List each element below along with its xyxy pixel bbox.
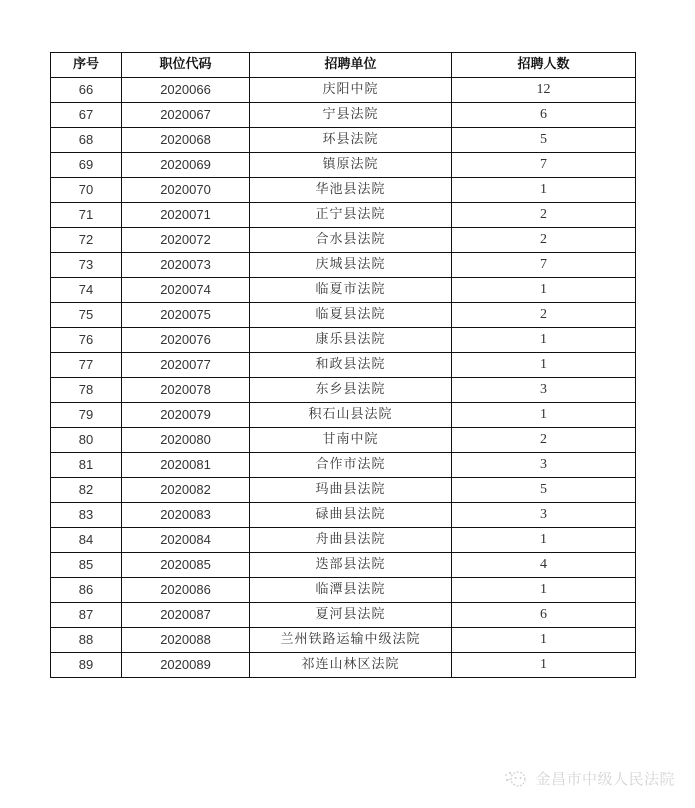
cell-unit: 舟曲县法院 xyxy=(250,528,452,553)
cell-position-code: 2020086 xyxy=(122,578,250,603)
header-unit: 招聘单位 xyxy=(250,53,452,78)
cell-position-code: 2020082 xyxy=(122,478,250,503)
cell-index: 83 xyxy=(51,503,122,528)
header-position-code: 职位代码 xyxy=(122,53,250,78)
table-row xyxy=(51,253,636,278)
table-row xyxy=(51,478,636,503)
cell-unit: 夏河县法院 xyxy=(250,603,452,628)
cell-count: 3 xyxy=(452,503,636,528)
cell-count: 1 xyxy=(452,178,636,203)
header-count: 招聘人数 xyxy=(452,53,636,78)
cell-position-code: 2020077 xyxy=(122,353,250,378)
table-row xyxy=(51,428,636,453)
cell-index: 82 xyxy=(51,478,122,503)
cell-position-code: 2020072 xyxy=(122,228,250,253)
cell-unit: 兰州铁路运输中级法院 xyxy=(250,628,452,653)
cell-position-code: 2020070 xyxy=(122,178,250,203)
cell-index: 69 xyxy=(51,153,122,178)
cell-unit: 镇原法院 xyxy=(250,153,452,178)
cell-position-code: 2020068 xyxy=(122,128,250,153)
cell-unit: 碌曲县法院 xyxy=(250,503,452,528)
cell-count: 4 xyxy=(452,553,636,578)
table-row xyxy=(51,453,636,478)
table-header-row xyxy=(51,53,636,78)
cell-index: 81 xyxy=(51,453,122,478)
cell-unit: 祁连山林区法院 xyxy=(250,653,452,678)
cell-unit: 庆城县法院 xyxy=(250,253,452,278)
cell-position-code: 2020080 xyxy=(122,428,250,453)
header-index: 序号 xyxy=(51,53,122,78)
wechat-official-account-icon xyxy=(503,768,529,788)
cell-unit: 宁县法院 xyxy=(250,103,452,128)
cell-index: 76 xyxy=(51,328,122,353)
cell-count: 2 xyxy=(452,203,636,228)
cell-unit: 康乐县法院 xyxy=(250,328,452,353)
cell-unit: 华池县法院 xyxy=(250,178,452,203)
cell-count: 1 xyxy=(452,653,636,678)
cell-index: 86 xyxy=(51,578,122,603)
cell-index: 88 xyxy=(51,628,122,653)
cell-index: 89 xyxy=(51,653,122,678)
cell-unit: 环县法院 xyxy=(250,128,452,153)
table-row xyxy=(51,78,636,103)
cell-index: 66 xyxy=(51,78,122,103)
cell-count: 1 xyxy=(452,353,636,378)
cell-count: 1 xyxy=(452,403,636,428)
cell-position-code: 2020083 xyxy=(122,503,250,528)
table-row xyxy=(51,303,636,328)
cell-unit: 合水县法院 xyxy=(250,228,452,253)
table-row xyxy=(51,628,636,653)
table-row xyxy=(51,128,636,153)
table-row xyxy=(51,228,636,253)
table-row xyxy=(51,403,636,428)
cell-index: 84 xyxy=(51,528,122,553)
cell-count: 7 xyxy=(452,253,636,278)
cell-unit: 临夏市法院 xyxy=(250,278,452,303)
cell-count: 1 xyxy=(452,528,636,553)
cell-count: 1 xyxy=(452,278,636,303)
cell-position-code: 2020089 xyxy=(122,653,250,678)
cell-count: 5 xyxy=(452,478,636,503)
cell-index: 74 xyxy=(51,278,122,303)
cell-index: 85 xyxy=(51,553,122,578)
table-row xyxy=(51,378,636,403)
cell-unit: 迭部县法院 xyxy=(250,553,452,578)
cell-position-code: 2020071 xyxy=(122,203,250,228)
cell-index: 68 xyxy=(51,128,122,153)
cell-index: 71 xyxy=(51,203,122,228)
cell-index: 67 xyxy=(51,103,122,128)
cell-unit: 临潭县法院 xyxy=(250,578,452,603)
cell-position-code: 2020073 xyxy=(122,253,250,278)
watermark xyxy=(503,766,675,790)
cell-count: 3 xyxy=(452,453,636,478)
table-row xyxy=(51,553,636,578)
cell-index: 87 xyxy=(51,603,122,628)
cell-unit: 和政县法院 xyxy=(250,353,452,378)
cell-unit: 庆阳中院 xyxy=(250,78,452,103)
cell-position-code: 2020081 xyxy=(122,453,250,478)
table-row xyxy=(51,153,636,178)
cell-position-code: 2020078 xyxy=(122,378,250,403)
table-row xyxy=(51,203,636,228)
table-row xyxy=(51,578,636,603)
cell-index: 79 xyxy=(51,403,122,428)
cell-count: 12 xyxy=(452,78,636,103)
cell-position-code: 2020087 xyxy=(122,603,250,628)
cell-index: 72 xyxy=(51,228,122,253)
cell-unit: 临夏县法院 xyxy=(250,303,452,328)
cell-index: 75 xyxy=(51,303,122,328)
cell-count: 1 xyxy=(452,328,636,353)
cell-index: 80 xyxy=(51,428,122,453)
cell-position-code: 2020074 xyxy=(122,278,250,303)
cell-unit: 甘南中院 xyxy=(250,428,452,453)
cell-count: 5 xyxy=(452,128,636,153)
cell-index: 70 xyxy=(51,178,122,203)
cell-position-code: 2020085 xyxy=(122,553,250,578)
cell-count: 2 xyxy=(452,428,636,453)
cell-unit: 东乡县法院 xyxy=(250,378,452,403)
table-row xyxy=(51,103,636,128)
cell-position-code: 2020088 xyxy=(122,628,250,653)
cell-unit: 玛曲县法院 xyxy=(250,478,452,503)
cell-position-code: 2020067 xyxy=(122,103,250,128)
cell-position-code: 2020076 xyxy=(122,328,250,353)
cell-count: 6 xyxy=(452,103,636,128)
table-row xyxy=(51,528,636,553)
cell-count: 6 xyxy=(452,603,636,628)
cell-unit: 正宁县法院 xyxy=(250,203,452,228)
watermark-text: 金昌市中级人民法院 xyxy=(535,769,675,788)
cell-position-code: 2020066 xyxy=(122,78,250,103)
cell-index: 78 xyxy=(51,378,122,403)
cell-count: 7 xyxy=(452,153,636,178)
cell-position-code: 2020084 xyxy=(122,528,250,553)
cell-count: 2 xyxy=(452,228,636,253)
cell-count: 3 xyxy=(452,378,636,403)
cell-position-code: 2020079 xyxy=(122,403,250,428)
cell-count: 1 xyxy=(452,578,636,603)
cell-unit: 合作市法院 xyxy=(250,453,452,478)
table-row xyxy=(51,653,636,678)
table-body xyxy=(51,78,636,678)
table-row xyxy=(51,178,636,203)
cell-count: 1 xyxy=(452,628,636,653)
cell-count: 2 xyxy=(452,303,636,328)
cell-index: 73 xyxy=(51,253,122,278)
cell-index: 77 xyxy=(51,353,122,378)
cell-unit: 积石山县法院 xyxy=(250,403,452,428)
table-row xyxy=(51,603,636,628)
table-row xyxy=(51,353,636,378)
table-row xyxy=(51,328,636,353)
cell-position-code: 2020075 xyxy=(122,303,250,328)
table-row xyxy=(51,278,636,303)
cell-position-code: 2020069 xyxy=(122,153,250,178)
recruitment-table xyxy=(50,52,636,678)
table-row xyxy=(51,503,636,528)
